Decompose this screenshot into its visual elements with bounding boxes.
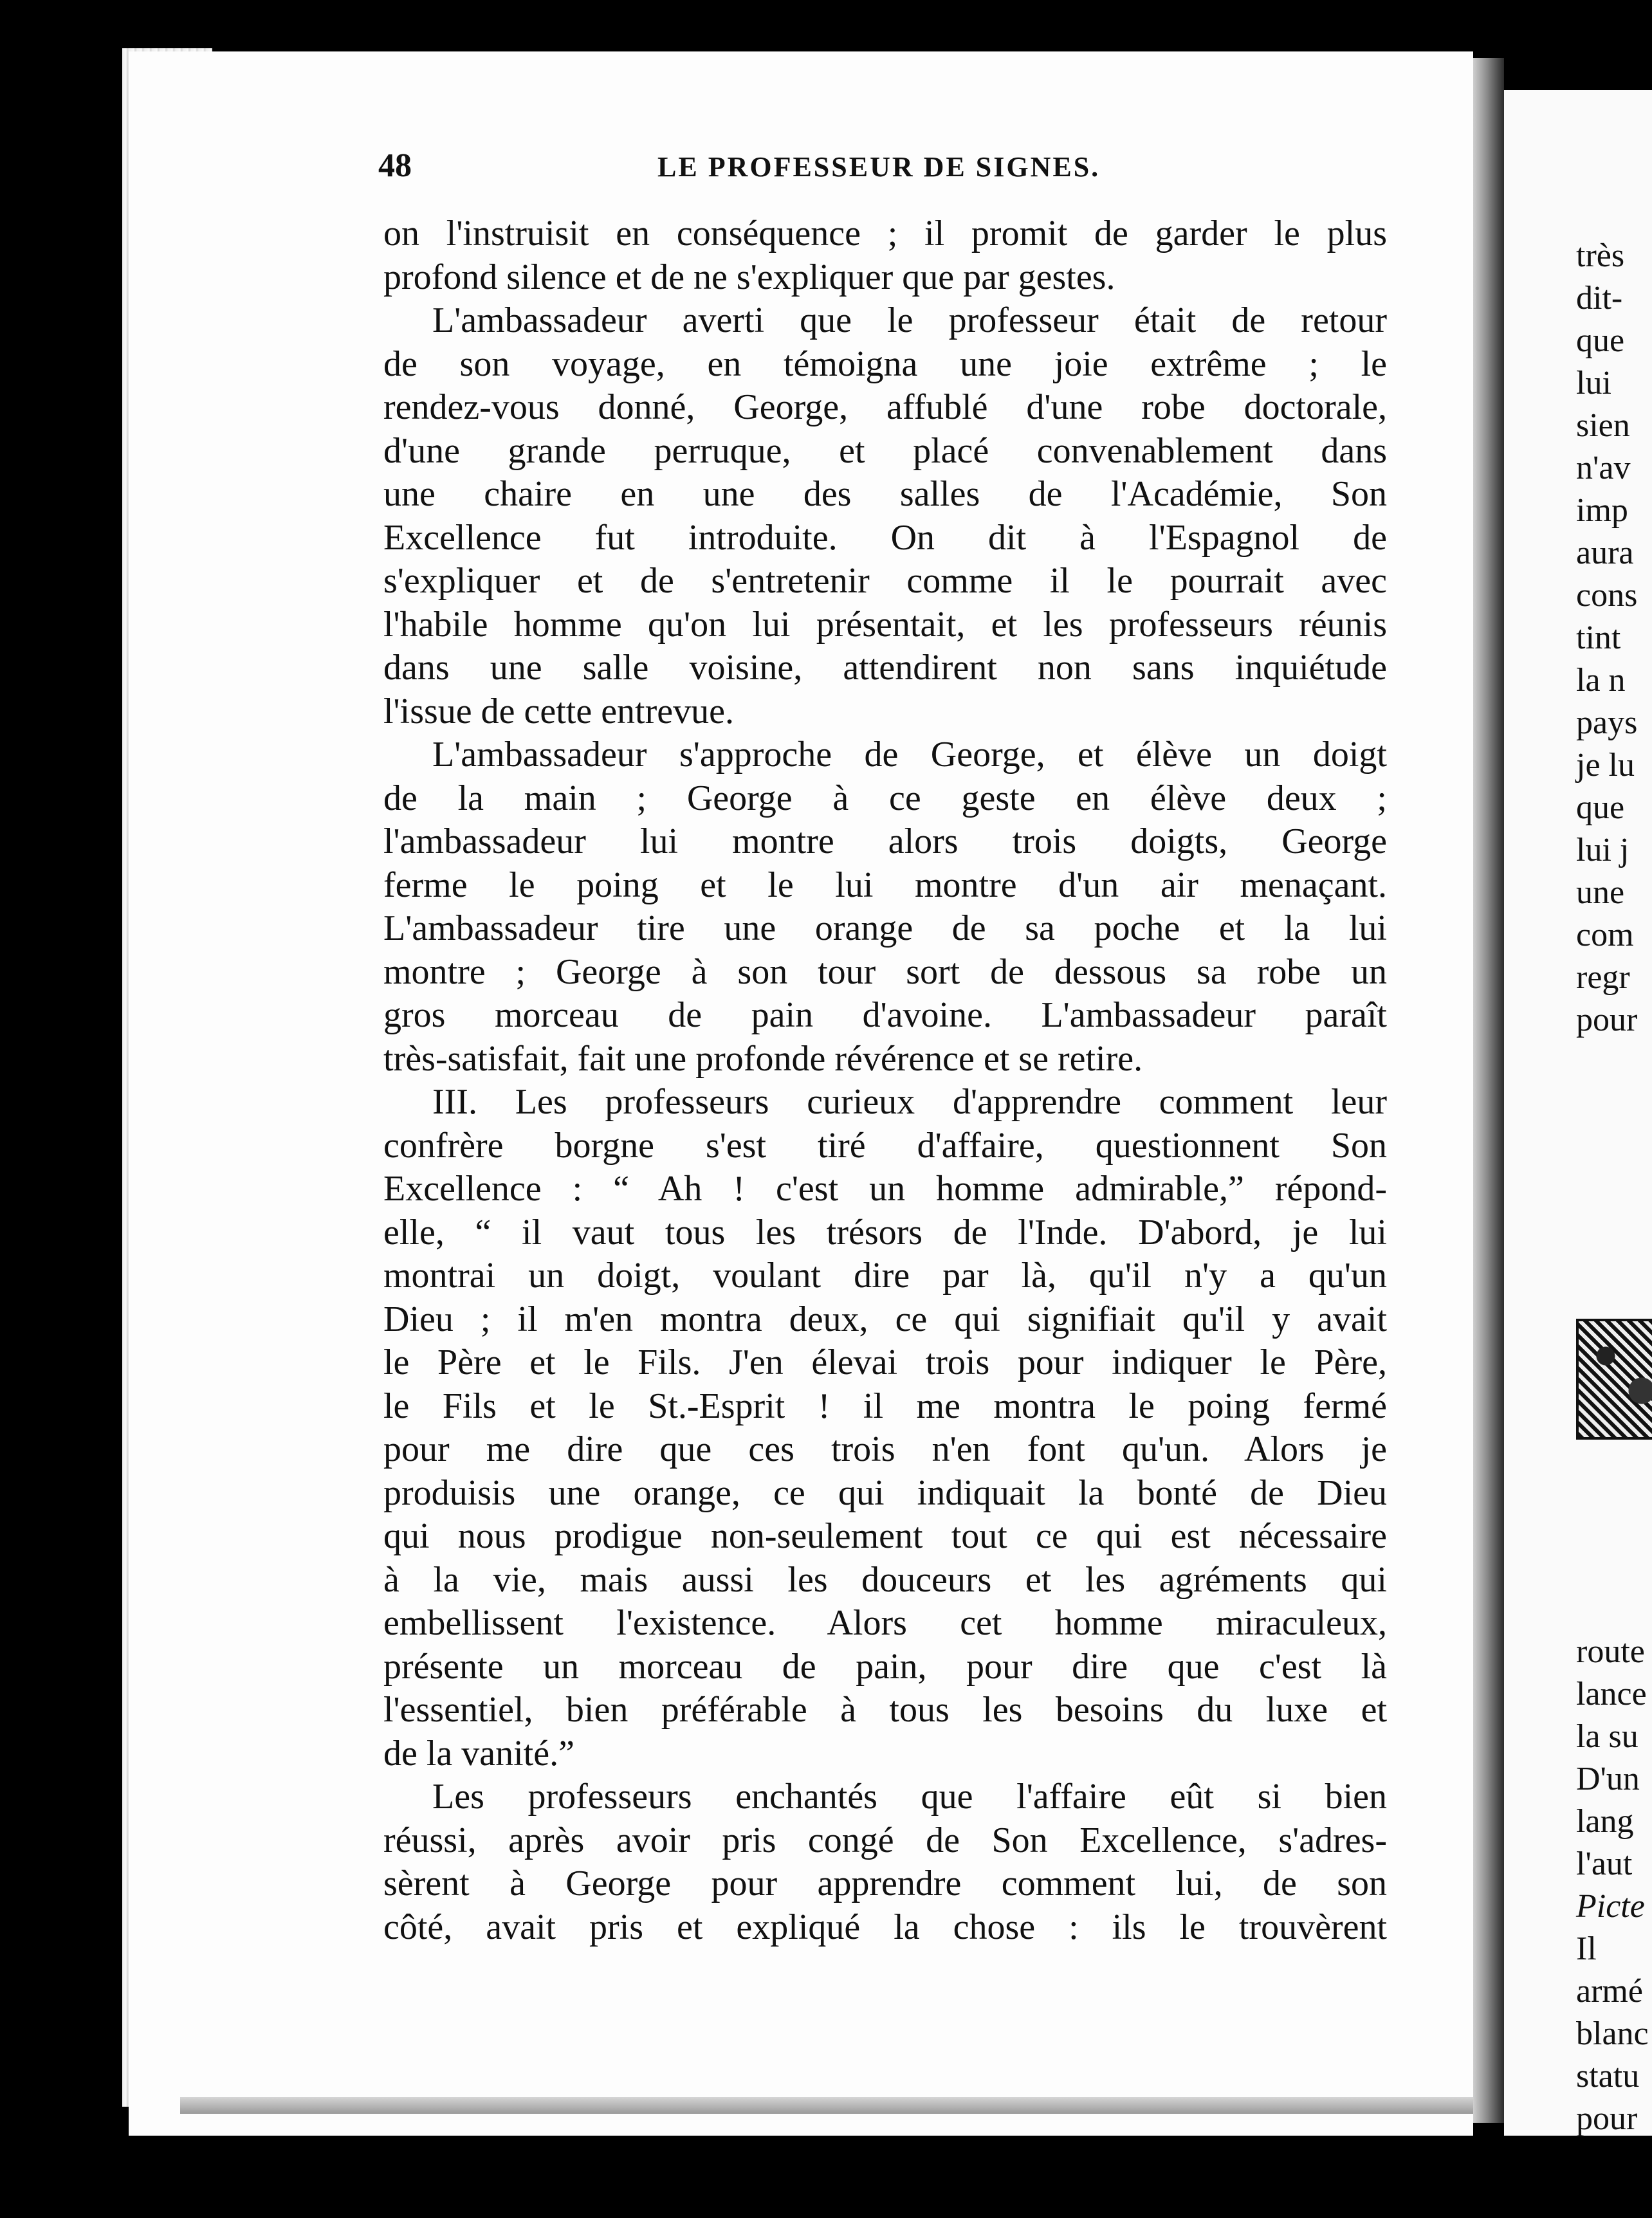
right-page-fragment: aura <box>1576 535 1634 571</box>
text-line: présente un morceau de pain, pour dire que c'est là <box>383 1646 1387 1687</box>
text-line: elle, “ il vaut tous les trésors de l'Inde. D'abord, je lui <box>383 1212 1387 1252</box>
text-line: rendez-vous donné, George, affublé d'une robe doctorale, <box>383 387 1387 427</box>
text-line: produisis une orange, ce qui indiquait la bonté de Dieu <box>383 1472 1387 1513</box>
text-line: s'expliquer et de s'entretenir comme il le pourrait avec <box>383 561 1387 601</box>
right-page-text-bottom <box>1576 1631 1652 2140</box>
text-line: l'issue de cette entrevue. <box>383 691 734 731</box>
text-line: Dieu ; il m'en montra deux, ce qui signifiait qu'il y avait <box>383 1299 1387 1339</box>
text-line: dans une salle voisine, attendirent non sans inquiétude <box>383 648 1387 688</box>
text-line: qui nous prodigue non-seulement tout ce qui est nécessaire <box>383 1516 1387 1556</box>
text-line: le Père et le Fils. J'en élevai trois pour indiquer le Père, <box>383 1343 1387 1382</box>
page-number: 48 <box>378 147 412 184</box>
right-page-fragment: n'av <box>1576 450 1631 486</box>
text-line: Excellence : “ Ah ! c'est un homme admirable,” répond- <box>383 1169 1387 1209</box>
page-bottom-edge <box>180 2097 1473 2114</box>
right-page-fragment: sien <box>1576 407 1630 444</box>
right-page-text-top <box>1576 235 1652 1041</box>
text-line: Excellence fut introduite. On dit à l'Espagnol de <box>383 517 1387 558</box>
text-line: profond silence et de ne s'expliquer que par gestes. <box>383 257 1115 297</box>
right-page-fragment: que <box>1576 322 1625 359</box>
body-text <box>383 212 1387 1949</box>
text-line: confrère borgne s'est tiré d'affaire, questionnent Son <box>383 1125 1387 1166</box>
right-page-fragment: très <box>1576 237 1625 274</box>
text-line: très-satisfait, fait une profonde révérence et se retire. <box>383 1038 1143 1079</box>
text-line: l'ambassadeur lui montre alors trois doigts, George <box>383 821 1387 861</box>
right-page-fragment: com <box>1576 917 1634 953</box>
right-page-fragment: une <box>1576 874 1625 911</box>
text-line: de son voyage, en témoigna une joie extrême ; le <box>383 344 1387 384</box>
text-line: de la main ; George à ce geste en élève deux ; <box>383 778 1387 818</box>
text-line: III. Les professeurs curieux d'apprendre comment leur <box>432 1082 1387 1122</box>
text-line: montre ; George à son tour sort de dessous sa robe un <box>383 951 1387 992</box>
right-page-fragment: imp <box>1576 492 1628 529</box>
text-line: de la vanité.” <box>383 1733 574 1773</box>
text-line: ferme le poing et le lui montre d'un air menaçant. <box>383 865 1387 905</box>
right-page-fragment: blanc <box>1576 2015 1649 2052</box>
right-page-fragment: Picte <box>1576 1888 1645 1925</box>
text-line: L'ambassadeur averti que le professeur était de retour <box>432 300 1387 340</box>
right-page-fragment: D'un <box>1576 1761 1640 1797</box>
ornamental-initial-icon <box>1576 1319 1652 1440</box>
right-page-fragment: lui j <box>1576 832 1629 868</box>
running-title: LE PROFESSEUR DE SIGNES. <box>657 151 1101 183</box>
right-page-fragment: Il <box>1576 1930 1597 1967</box>
text-line: l'habile homme qu'on lui présentait, et les professeurs réunis <box>383 604 1387 645</box>
text-line: à la vie, mais aussi les douceurs et les agréments qui <box>383 1559 1387 1600</box>
text-line: une chaire en une des salles de l'Académie, Son <box>383 474 1387 514</box>
text-line: d'une grande perruque, et placé convenablement dans <box>383 430 1387 471</box>
right-page-fragment: armé <box>1576 1973 1643 2010</box>
text-line: gros morceau de pain d'avoine. L'ambassadeur paraît <box>383 995 1387 1035</box>
right-page-fragment: lui <box>1576 365 1611 401</box>
right-page-fragment: pour <box>1576 2100 1638 2137</box>
text-line: l'essentiel, bien préférable à tous les besoins du luxe et <box>383 1690 1387 1730</box>
right-page-fragment: cons <box>1576 577 1638 614</box>
text-line: côté, avait pris et expliqué la chose : ils le trouvèrent <box>383 1907 1387 1947</box>
right-page-fragment: regr <box>1576 959 1630 996</box>
right-page-fragment: pour <box>1576 1002 1638 1038</box>
right-page-fragment: la n <box>1576 662 1626 699</box>
text-line: sèrent à George pour apprendre comment lui, de son <box>383 1864 1387 1903</box>
right-page-fragment: pays <box>1576 704 1638 741</box>
right-page-fragment: l'aut <box>1576 1846 1633 1882</box>
right-page-fragment: route <box>1576 1633 1645 1670</box>
text-line: Les professeurs enchantés que l'affaire eût si bien <box>432 1777 1387 1817</box>
text-line: le Fils et le St.-Esprit ! il me montra le poing fermé <box>383 1386 1387 1426</box>
right-page-fragment: que <box>1576 789 1625 826</box>
right-page-fragment: dit- <box>1576 280 1623 316</box>
right-page-fragment: lang <box>1576 1803 1634 1840</box>
right-page-fragment: je lu <box>1576 747 1635 784</box>
right-page-fragment: tint <box>1576 619 1621 656</box>
text-line: L'ambassadeur tire une orange de sa poche et la lui <box>383 908 1387 948</box>
text-line: montrai un doigt, voulant dire par là, qu'il n'y a qu'un <box>383 1256 1387 1296</box>
text-line: on l'instruisit en conséquence ; il promit de garder le plus <box>383 214 1387 253</box>
running-head <box>378 147 1388 185</box>
text-line: L'ambassadeur s'approche de George, et élève un doigt <box>432 735 1387 774</box>
text-line: réussi, après avoir pris congé de Son Excellence, s'adres- <box>383 1820 1387 1860</box>
right-page-fragment: la su <box>1576 1718 1638 1755</box>
text-line: pour me dire que ces trois n'en font qu'un. Alors je <box>383 1429 1387 1469</box>
text-line: embellissent l'existence. Alors cet homme miraculeux, <box>383 1603 1387 1643</box>
book-gutter <box>1473 58 1504 2123</box>
right-page-fragment: lance <box>1576 1676 1647 1712</box>
right-page-fragment: statu <box>1576 2058 1640 2094</box>
